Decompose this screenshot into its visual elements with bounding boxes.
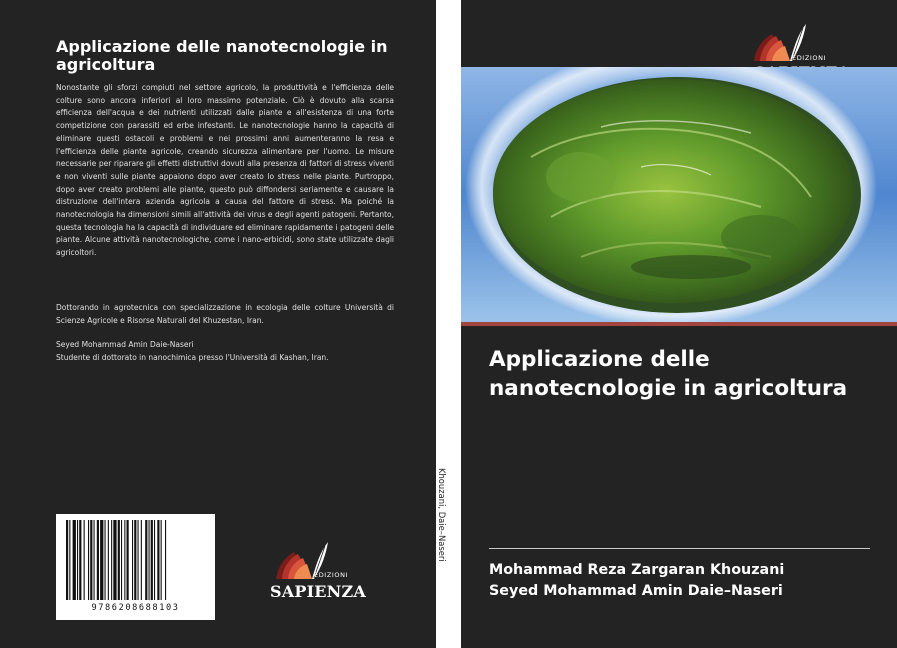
cover-image-planet-fields	[461, 67, 897, 323]
author-name: Seyed Mohammad Amin Daie–Naseri	[489, 583, 783, 599]
barcode-bar	[141, 520, 142, 600]
barcode-bar	[151, 520, 153, 600]
author-bio-first: Dottorando in agrotecnica con specializzazione in ecologia delle colture Università di Scienze Agricole e Risorse Naturali del Khuzestan, Iran.	[56, 303, 394, 325]
barcode-bar	[66, 520, 68, 600]
isbn-digits: 9786208688103	[91, 603, 180, 613]
barcode-bar	[118, 520, 120, 600]
back-cover	[0, 0, 436, 648]
author-name: Mohammad Reza Zargaran Khouzani	[489, 562, 785, 578]
barcode-bar	[111, 520, 112, 600]
publisher-imprint: EDIZIONI	[792, 54, 827, 62]
author-bio	[56, 302, 394, 365]
title-divider	[489, 548, 870, 549]
barcode-bar	[97, 520, 99, 600]
barcode-bar	[134, 520, 136, 600]
back-publisher-logo	[268, 540, 368, 604]
barcode-bar	[69, 520, 70, 600]
front-cover-title: Applicazione delle nanotecnologie in agricoltura	[489, 347, 848, 401]
barcode-bar	[79, 520, 81, 600]
barcode-bar	[127, 520, 129, 600]
back-cover-synopsis: Nonostante gli sforzi compiuti nel settore agricolo, la produttività e l'efficienza delle colture sono ancora inferiori al loro massimo potenziale. Ciò è dovuto alla scarsa efficienza dell'acqua e dei nutrienti utilizzati dalle piante e all'esistenza di una forte competizione con parassiti ed erbe infestanti. Le nanotecnologie hanno la capacità di eliminare questi ostacoli e problemi e nei prossimi anni aumenteranno la resa e l'efficienza delle piante agricole, creando sicurezza alimentare per l'uomo. Le misure necessarie per riparare gli effetti distruttivi dovuti alla presenza di fattori di stress viventi e non viventi sulle piante appaiono dopo aver creato lo stress nelle piante. Purtroppo, dopo aver creato problemi alle piante, questo può diffondersi seriamente e causare la distruzione dell'intera azienda agricola a causa del fattore di stress. Ma poiché la nanotecnologia ha dimensioni simili all'attività dei virus e degli agenti patogeni. Pertanto, questa tecnologia ha la capacità di individuare ed eliminare rapidamente i patogeni delle piante. Alcune attività nanotecnologiche, come i nano-erbicidi, sono state utilizzate dagli agricoltori.	[56, 83, 394, 258]
author-bio-second-name: Seyed Mohammad Amin Daie-Naseri	[56, 340, 194, 350]
spine-authors: Khouzani, Daie–Naseri	[437, 468, 447, 562]
front-cover-authors	[489, 560, 879, 602]
barcode-bar	[161, 520, 162, 600]
author-bio-second: Studente di dottorato in nanochimica presso l'Università di Kashan, Iran.	[56, 353, 329, 363]
publisher-name: SAPIENZA	[270, 582, 366, 601]
barcode-bar	[113, 520, 116, 600]
barcode-bar	[121, 520, 122, 600]
barcode-bar	[165, 520, 166, 600]
barcode-bar	[100, 520, 103, 600]
barcode-bar	[157, 520, 159, 600]
barcode-icon	[64, 520, 207, 602]
accent-bar	[461, 322, 897, 326]
barcode-bar	[108, 520, 109, 600]
barcode-bar	[94, 520, 95, 600]
barcode-bar	[73, 520, 76, 600]
publisher-imprint: EDIZIONI	[314, 571, 349, 579]
barcode-bar	[138, 520, 139, 600]
barcode-bar	[90, 520, 92, 600]
barcode-bar	[105, 520, 106, 600]
barcode-bar	[145, 520, 147, 600]
back-cover-title: Applicazione delle nanotecnologie in agricoltura	[56, 37, 388, 74]
barcode-bar	[124, 520, 125, 600]
barcode	[56, 514, 215, 620]
barcode-bar	[149, 520, 150, 600]
barcode-bar	[77, 520, 78, 600]
barcode-bar	[132, 520, 133, 600]
barcode-bar	[84, 520, 85, 600]
barcode-bar	[154, 520, 155, 600]
barcode-bar	[88, 520, 89, 600]
